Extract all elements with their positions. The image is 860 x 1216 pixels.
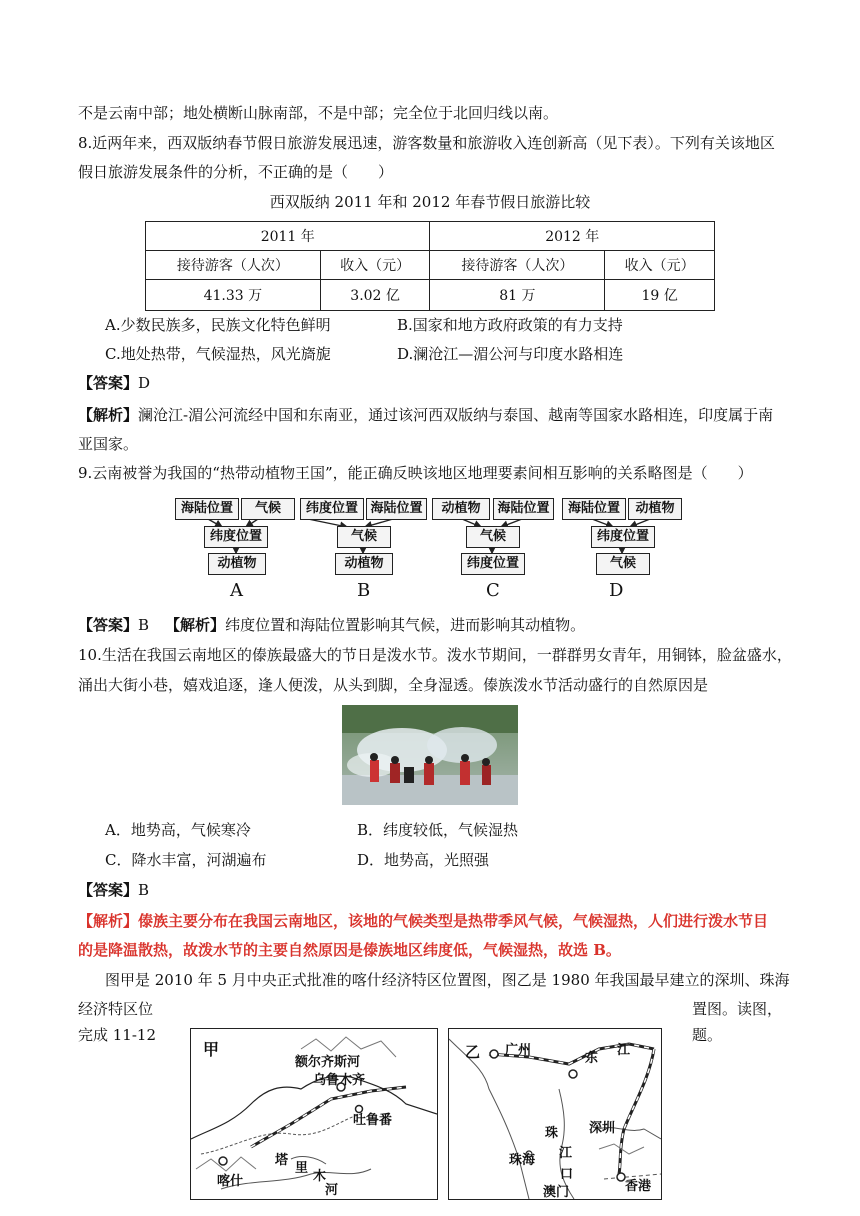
diagram-a-box-sea-land: 海陆位置	[175, 498, 239, 520]
map-yi-title: 乙	[465, 1043, 481, 1061]
diagram-a-box-climate: 气候	[241, 498, 295, 520]
map-yi-pearl-2: 江	[559, 1146, 573, 1161]
map-pearl-river-delta	[448, 1028, 662, 1200]
q10-analysis-line2: 的是降温散热，故泼水节的主要自然原因是傣族地区纬度低，气候湿热，故选 B。	[78, 941, 621, 959]
map-jia-irtysh-river: 额尔齐斯河	[295, 1055, 361, 1070]
q9-analysis-label: 【解析】	[165, 616, 226, 634]
q11-stem-line3-right: 题。	[692, 1026, 723, 1044]
q11-stem-line3-left: 完成 11-12	[78, 1026, 157, 1044]
diagram-b-letter: B	[357, 580, 371, 601]
q8-table-caption: 西双版纳 2011 年和 2012 年春节假日旅游比较	[269, 193, 591, 211]
diagram-c-box-climate: 气候	[466, 526, 520, 548]
q9-stem: 9.云南被誉为我国的“热带动植物王国”，能正确反映该地区地理要素间相互影响的关系略图是（ ）	[78, 464, 753, 482]
diagram-d-box-flora-fauna: 动植物	[628, 498, 682, 520]
q11-stem-line1: 图甲是 2010 年 5 月中央正式批准的喀什经济特区位置图，图乙是 1980 年我国最早建立的深圳、珠海	[105, 971, 790, 989]
map-yi-zhuhai: 珠海	[509, 1153, 536, 1168]
table-col-income-2012: 收入（元）	[605, 251, 715, 280]
diagram-b-box-latitude: 纬度位置	[300, 498, 364, 520]
map-yi-pearl-3: 口	[560, 1167, 574, 1182]
q8-option-d: D.澜沧江—湄公河与印度水路相连	[397, 345, 624, 363]
q10-stem-line1: 10.生活在我国云南地区的傣族最盛大的节日是泼水节。泼水节期间，一群群男女青年，用铜钵，脸盆盛水，	[78, 646, 792, 664]
q8-stem-line2: 假日旅游发展条件的分析，不正确的是（ ）	[78, 163, 394, 181]
q8-stem-line1: 8.近两年来，西双版纳春节假日旅游发展迅速，游客数量和旅游收入连创新高（见下表）。下列有关该地区	[78, 134, 775, 152]
q8-option-b: B.国家和地方政府政策的有力支持	[397, 316, 623, 334]
map-yi-pearl-1: 珠	[545, 1126, 559, 1141]
q8-answer-label: 【答案】	[78, 374, 139, 392]
q9-answer-label: 【答案】	[78, 616, 139, 634]
diagram-d-box-climate: 气候	[596, 553, 650, 575]
map-jia-tarim-3: 木	[313, 1169, 327, 1184]
q10-answer-value: B	[138, 881, 150, 899]
diagram-a-box-latitude: 纬度位置	[204, 526, 268, 548]
q9-answer-line	[78, 615, 585, 635]
table-col-visitors-2011: 接待游客（人次）	[146, 251, 321, 280]
diagram-a-letter: A	[230, 580, 243, 601]
q8-analysis-line2: 亚国家。	[78, 435, 139, 453]
q10-stem-line2: 涌出大街小巷，嬉戏追逐，逢人便泼，从头到脚，全身湿透。傣族泼水节活动盛行的自然原因是	[78, 676, 709, 694]
diagram-c-box-latitude: 纬度位置	[461, 553, 525, 575]
q11-stem-line2-right: 置图。读图，	[692, 1000, 783, 1018]
q9-analysis-text: 纬度位置和海陆位置影响其气候，进而影响其动植物。	[225, 616, 586, 634]
diagram-c-box-flora-fauna: 动植物	[432, 498, 490, 520]
table-cell-visitors-2012: 81 万	[430, 280, 605, 311]
map-yi-hongkong: 香港	[625, 1179, 652, 1194]
table-cell-visitors-2011: 41.33 万	[146, 280, 321, 311]
diagram-d-box-sea-land: 海陆位置	[562, 498, 626, 520]
map-yi-east-river-2: 江	[617, 1043, 631, 1058]
map-jia-kashgar: 喀什	[217, 1174, 244, 1189]
diagram-c-letter: C	[486, 580, 500, 601]
map-yi-east-river-1: 东	[585, 1051, 599, 1066]
diagram-c-box-sea-land: 海陆位置	[493, 498, 554, 520]
map-jia-title: 甲	[203, 1040, 220, 1059]
diagram-a-box-flora-fauna: 动植物	[208, 553, 266, 575]
map-yi-shenzhen: 深圳	[589, 1121, 616, 1136]
q10-answer-label: 【答案】	[78, 881, 139, 899]
map-jia-tarim-river: 河	[325, 1183, 339, 1198]
map-kashgar	[190, 1028, 438, 1200]
table-col-visitors-2012: 接待游客（人次）	[430, 251, 605, 280]
table-header-2011: 2011 年	[146, 222, 430, 251]
q8-analysis-text: 澜沧江-湄公河流经中国和东南亚，通过该河西双版纳与泰国、越南等国家水路相连，印度属于南	[138, 406, 774, 424]
q10-option-b: B．纬度较低，气候湿热	[357, 821, 519, 839]
map-jia-tarim-1: 塔	[275, 1153, 289, 1168]
map-jia-urumqi: 乌鲁木齐	[313, 1073, 366, 1088]
q10-option-c: C．降水丰富，河湖遍布	[105, 851, 267, 869]
diagram-b-box-flora-fauna: 动植物	[335, 553, 393, 575]
q8-answer-value: D	[138, 374, 151, 392]
map-jia-turpan: 吐鲁番	[353, 1113, 393, 1128]
q10-option-d: D．地势高，光照强	[357, 851, 490, 869]
diagram-b-box-climate: 气候	[337, 526, 391, 548]
map-jia-tarim-2: 里	[295, 1161, 309, 1176]
intro-text: 不是云南中部；地处横断山脉南部，不是中部；完全位于北回归线以南。	[78, 104, 559, 122]
q8-analysis-label: 【解析】	[78, 406, 139, 424]
diagram-b-box-sea-land: 海陆位置	[366, 498, 427, 520]
diagram-d-letter: D	[609, 580, 624, 601]
q8-option-c: C.地处热带，气候湿热，风光旖旎	[105, 345, 331, 363]
q11-stem-line2-left: 经济特区位	[78, 1000, 154, 1018]
q10-analysis-line1: 【解析】傣族主要分布在我国云南地区，该地的气候类型是热带季风气候，气候湿热，人们进行泼水节目	[78, 912, 769, 930]
map-yi-macau: 澳门	[543, 1185, 570, 1200]
table-header-2012: 2012 年	[430, 222, 715, 251]
water-festival-photo	[342, 705, 518, 805]
table-col-income-2011: 收入（元）	[320, 251, 430, 280]
table-cell-income-2012: 19 亿	[605, 280, 715, 311]
map-yi-guangzhou: 广州	[505, 1043, 532, 1058]
table-cell-income-2011: 3.02 亿	[320, 280, 430, 311]
q10-answer	[78, 880, 149, 900]
diagram-d-box-latitude: 纬度位置	[591, 526, 655, 548]
q9-answer-value: B	[138, 616, 150, 634]
q10-option-a: A．地势高，气候寒冷	[105, 821, 251, 839]
q8-option-a: A.少数民族多，民族文化特色鲜明	[105, 316, 331, 334]
